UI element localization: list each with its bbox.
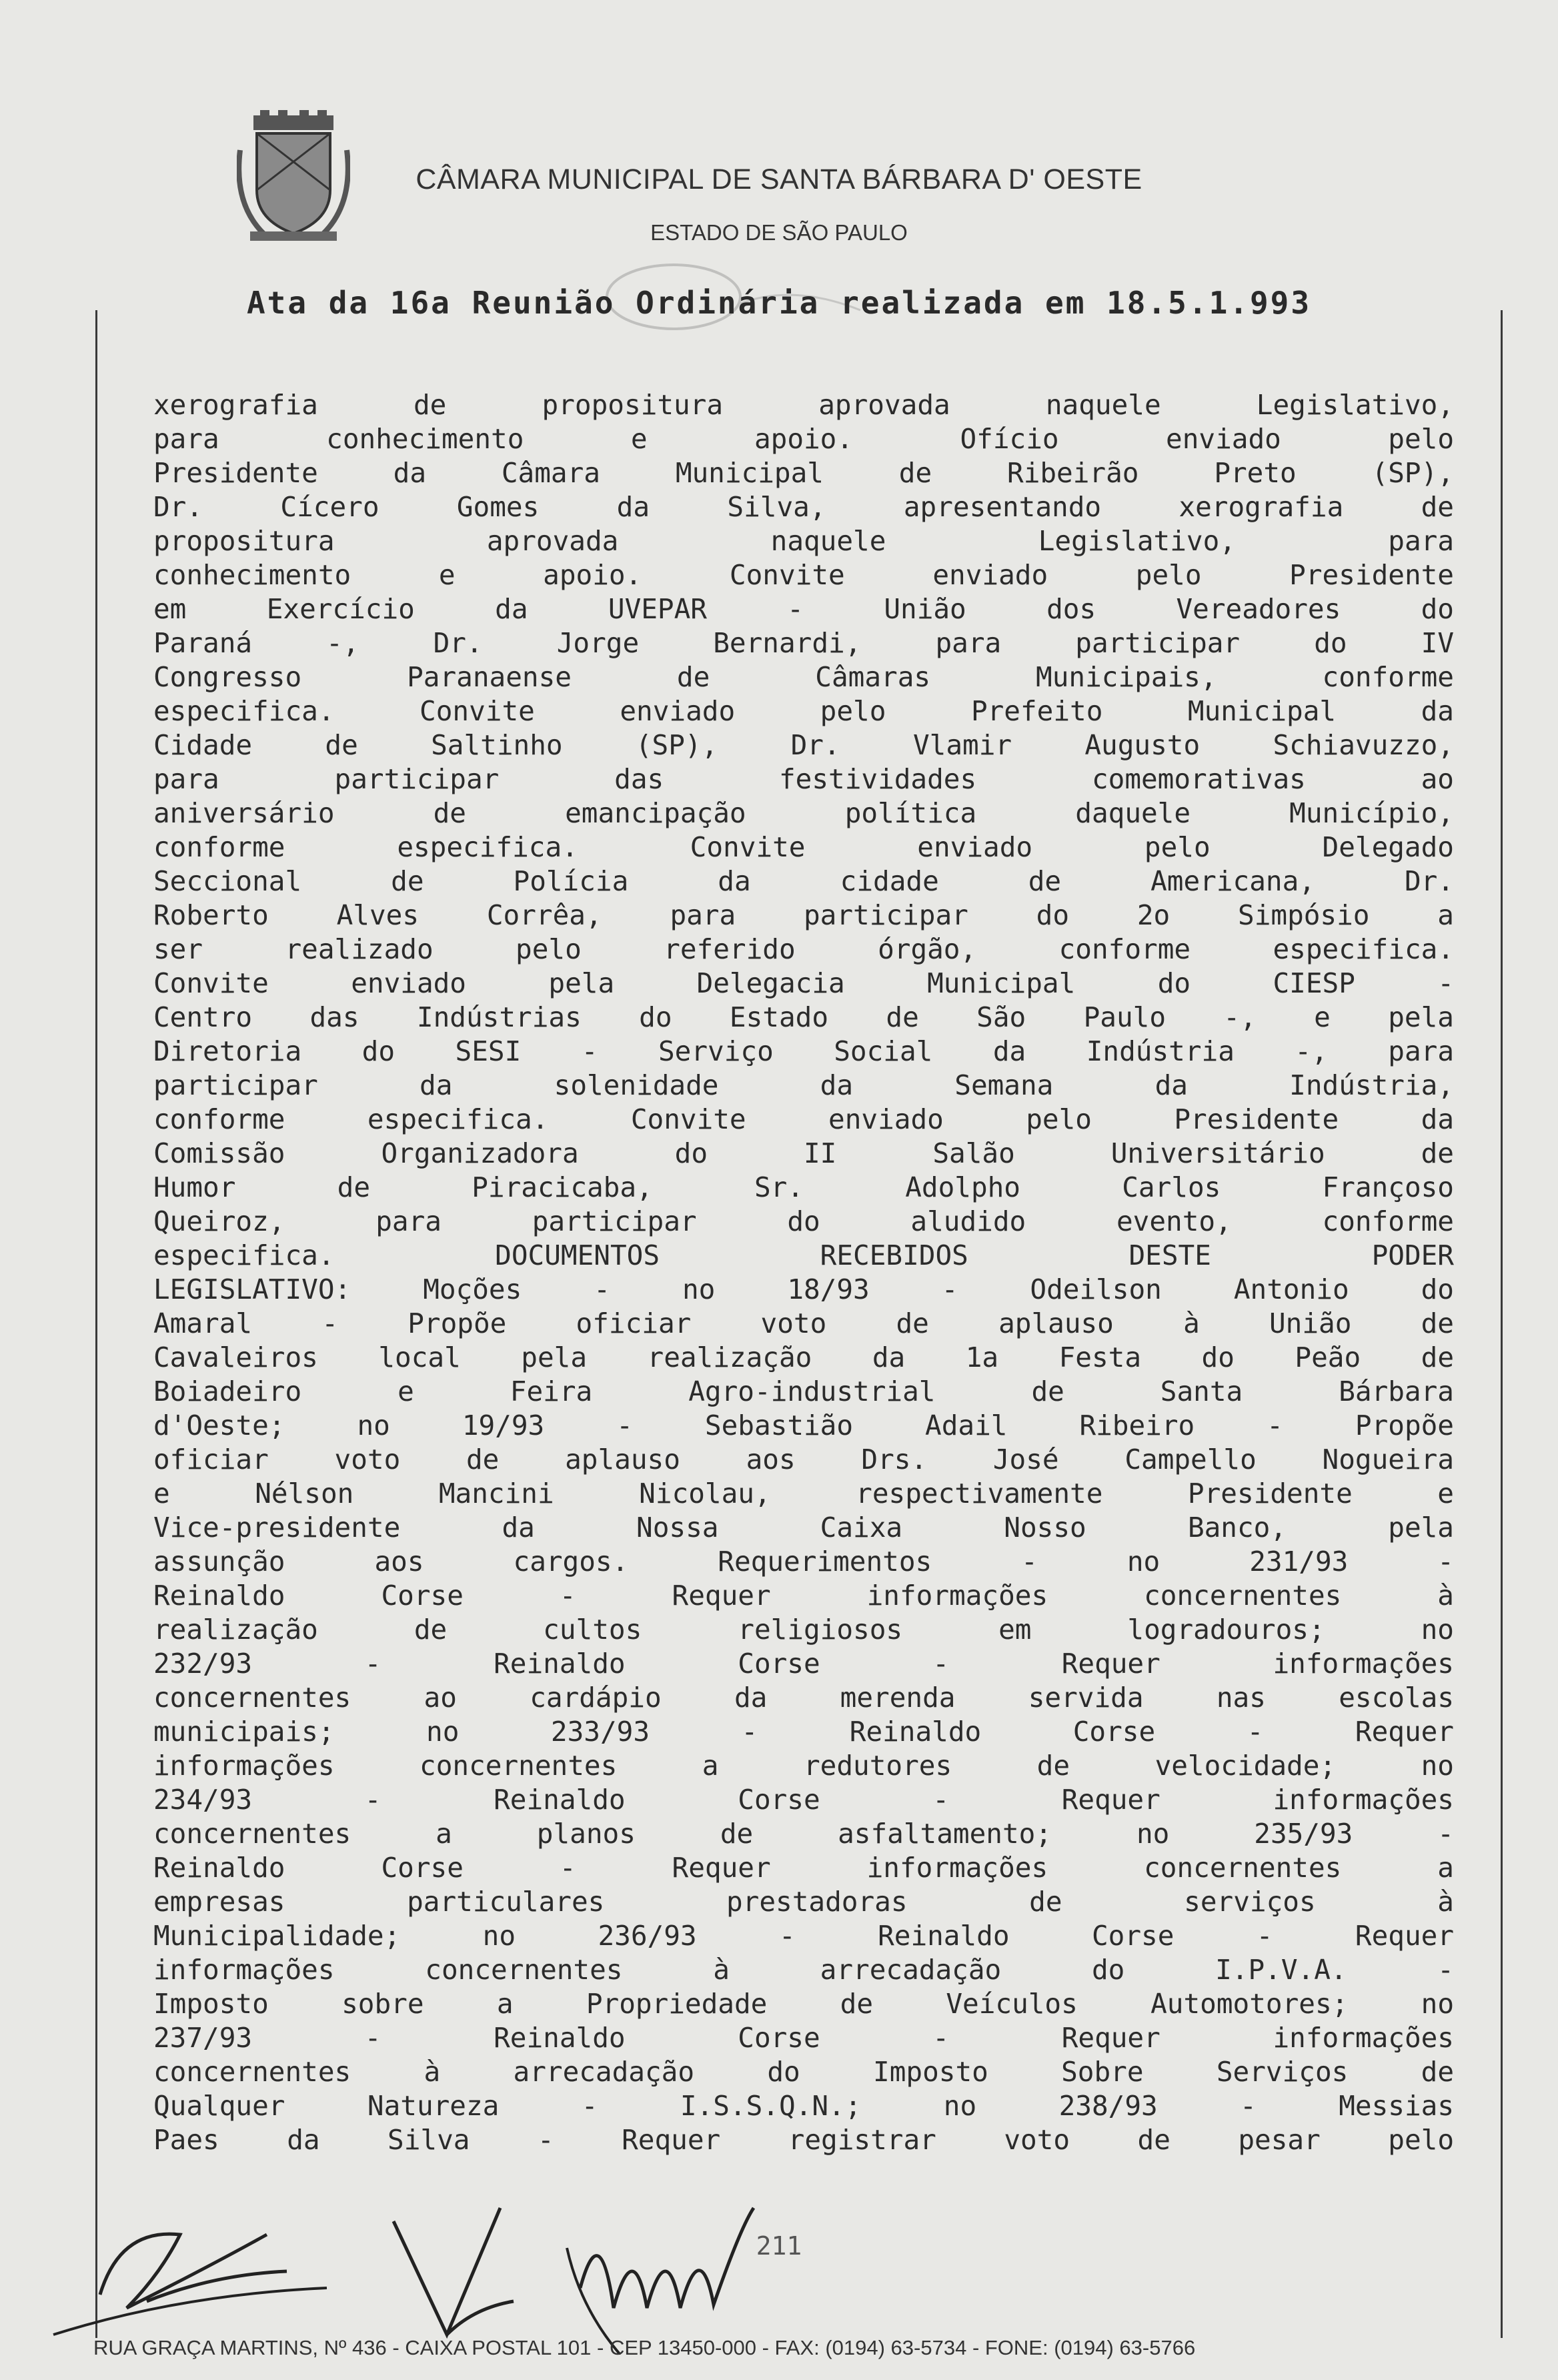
text-line: Diretoria do SESI - Serviço Social da Indústria -, para — [153, 1035, 1454, 1067]
text-line: informações concernentes a redutores de velocidade; no — [153, 1750, 1454, 1782]
text-line: Vice-presidente da Nossa Caixa Nosso Banco, pela — [153, 1512, 1454, 1544]
text-line: em Exercício da UVEPAR - União dos Vereadores do — [153, 593, 1454, 625]
text-line: especifica. Convite enviado pelo Prefeito Municipal da — [153, 695, 1454, 727]
text-line: Congresso Paranaense de Câmaras Municipais, conforme — [153, 661, 1454, 693]
footer-address: RUA GRAÇA MARTINS, Nº 436 - CAIXA POSTAL 101 - CEP 13450-000 - FAX: (0194) 63-5734 - FONE: (0194) 63-5766 — [93, 2336, 1196, 2359]
text-line: concernentes à arrecadação do Imposto Sobre Serviços de — [153, 2056, 1454, 2088]
text-line: concernentes a planos de asfaltamento; no 235/93 - — [153, 1818, 1454, 1850]
text-line: Municipalidade; no 236/93 - Reinaldo Corse - Requer — [153, 1920, 1454, 1952]
left-margin-rule — [95, 310, 97, 2338]
text-line: Seccional de Polícia da cidade de Americana, Dr. — [153, 865, 1454, 897]
text-line: e Nélson Mancini Nicolau, respectivamente Presidente e — [153, 1477, 1454, 1510]
right-margin-rule — [1501, 310, 1503, 2338]
text-line: conforme especifica. Convite enviado pelo Presidente da — [153, 1103, 1454, 1135]
text-line: Comissão Organizadora do II Salão Universitário de — [153, 1137, 1454, 1169]
text-line: Presidente da Câmara Municipal de Ribeirão Preto (SP), — [153, 457, 1454, 489]
text-line: 232/93 - Reinaldo Corse - Requer informações — [153, 1648, 1454, 1680]
text-line: para participar das festividades comemorativas ao — [153, 763, 1454, 795]
text-line: municipais; no 233/93 - Reinaldo Corse - Requer — [153, 1716, 1454, 1748]
text-line: informações concernentes à arrecadação do I.P.V.A. - — [153, 1954, 1454, 1986]
text-line: concernentes ao cardápio da merenda servida nas escolas — [153, 1682, 1454, 1714]
state-name: ESTADO DE SÃO PAULO — [650, 220, 908, 245]
text-line: conhecimento e apoio. Convite enviado pelo Presidente — [153, 559, 1454, 591]
text-line: LEGISLATIVO: Moções - no 18/93 - Odeilson Antonio do — [153, 1273, 1454, 1305]
text-line: Humor de Piracicaba, Sr. Adolpho Carlos Françoso — [153, 1171, 1454, 1203]
text-line: aniversário de emancipação política daquele Município, — [153, 797, 1454, 829]
text-line: propositura aprovada naquele Legislativo, para — [153, 525, 1454, 557]
text-line: Roberto Alves Corrêa, para participar do 2o Simpósio a — [153, 899, 1454, 931]
text-line: Paraná -, Dr. Jorge Bernardi, para participar do IV — [153, 627, 1454, 659]
text-line: Qualquer Natureza - I.S.S.Q.N.; no 238/93 - Messias — [153, 2090, 1454, 2122]
text-line: Boiadeiro e Feira Agro-industrial de Santa Bárbara — [153, 1375, 1454, 1407]
text-line: 234/93 - Reinaldo Corse - Requer informações — [153, 1784, 1454, 1816]
text-line: oficiar voto de aplauso aos Drs. José Campello Nogueira — [153, 1443, 1454, 1475]
text-line: d'Oeste; no 19/93 - Sebastião Adail Ribeiro - Propõe — [153, 1409, 1454, 1441]
text-line: assunção aos cargos. Requerimentos - no 231/93 - — [153, 1546, 1454, 1578]
text-line: empresas particulares prestadoras de serviços à — [153, 1886, 1454, 1918]
text-line: Dr. Cícero Gomes da Silva, apresentando xerografia de — [153, 491, 1454, 523]
text-line: Convite enviado pela Delegacia Municipal do CIESP - — [153, 967, 1454, 999]
text-line: Amaral - Propõe oficiar voto de aplauso à União de — [153, 1307, 1454, 1339]
text-line: realização de cultos religiosos em logradouros; no — [153, 1614, 1454, 1646]
text-line: 237/93 - Reinaldo Corse - Requer informações — [153, 2022, 1454, 2054]
text-line: Reinaldo Corse - Requer informações concernentes a — [153, 1852, 1454, 1884]
text-line: Queiroz, para participar do aludido evento, conforme — [153, 1205, 1454, 1237]
text-line: Centro das Indústrias do Estado de São Paulo -, e pela — [153, 1001, 1454, 1033]
minutes-body — [153, 388, 1454, 2157]
text-line: Cavaleiros local pela realização da 1a Festa do Peão de — [153, 1341, 1454, 1373]
institution-name: CÂMARA MUNICIPAL DE SANTA BÁRBARA D' OESTE — [416, 163, 1142, 195]
text-line: Paes da Silva - Requer registrar voto de pesar pelo — [153, 2124, 1454, 2156]
minutes-title: Ata da 16a Reunião Ordinária realizada em 18.5.1.993 — [246, 285, 1312, 321]
text-line: para conhecimento e apoio. Ofício enviado pelo — [153, 423, 1454, 455]
text-line: Imposto sobre a Propriedade de Veículos Automotores; no — [153, 1988, 1454, 2020]
text-line: especifica. DOCUMENTOS RECEBIDOS DESTE PODER — [153, 1239, 1454, 1271]
text-line: conforme especifica. Convite enviado pelo Delegado — [153, 831, 1454, 863]
text-line: Reinaldo Corse - Requer informações concernentes à — [153, 1580, 1454, 1612]
text-line: participar da solenidade da Semana da Indústria, — [153, 1069, 1454, 1101]
page-number: 211 — [756, 2231, 802, 2261]
text-line: ser realizado pelo referido órgão, conforme especifica. — [153, 933, 1454, 965]
text-line: xerografia de propositura aprovada naquele Legislativo, — [153, 389, 1454, 421]
text-line: Cidade de Saltinho (SP), Dr. Vlamir Augusto Schiavuzzo, — [153, 729, 1454, 761]
